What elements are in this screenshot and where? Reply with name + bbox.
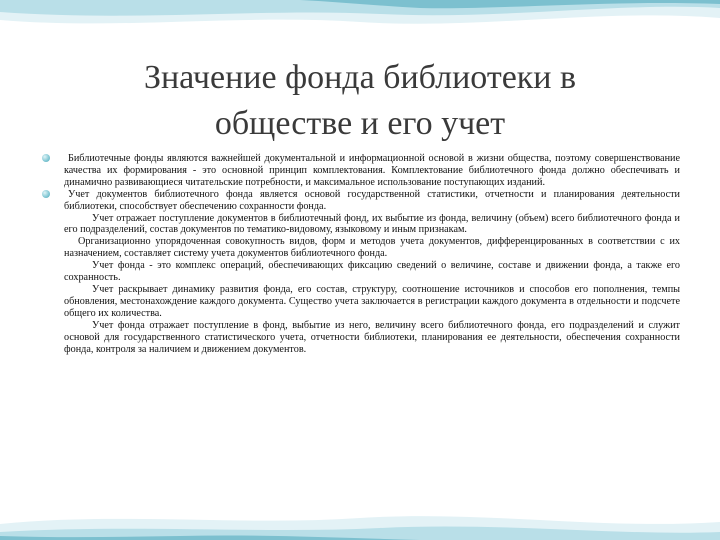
paragraph bbox=[64, 213, 680, 237]
slide-title-line-2: обществе и его учет bbox=[214, 105, 506, 142]
paragraph bbox=[64, 320, 680, 356]
bottom-wave-decoration bbox=[0, 500, 720, 540]
slide-body bbox=[40, 153, 680, 355]
paragraph-text: Учет раскрывает динамику развития фонда, его состав, структуру, соотношение источников и способов его пополнения, темпы обновления, местонахождение каждого документа. Существо учета заключается в регистрации каждого документа в отдельности и подсчете общего их количества. bbox=[64, 283, 680, 319]
top-wave-decoration bbox=[0, 0, 720, 60]
paragraph bbox=[64, 236, 680, 260]
bullet-item bbox=[64, 189, 680, 213]
paragraph-text: Организационно упорядоченная совокупность видов, форм и методов учета документов, дифференцированных в соответствии с их назначением, составляет систему учета документов библиотечного фонда. bbox=[64, 236, 680, 260]
paragraph-text: Учет отражает поступление документов в библиотечный фонд, их выбытие из фонда, величину (объем) всего библиотечного фонда и его подразделений, состав документов по тематико-видовому, языковому и иным признакам. bbox=[64, 212, 680, 236]
teal-circle-bullet-icon bbox=[42, 190, 50, 198]
teal-circle-bullet-icon bbox=[42, 154, 50, 162]
paragraph bbox=[64, 284, 680, 320]
paragraph-text: Учет документов библиотечного фонда является основой государственной статистики, отчетности и планирования деятельности библиотеки, способствует обеспечению сохранности фонда. bbox=[64, 188, 680, 212]
slide-title-line-1: Значение фонда библиотеки в bbox=[143, 59, 577, 96]
paragraph bbox=[64, 260, 680, 284]
slide-title bbox=[60, 55, 660, 147]
paragraph-text: Учет фонда - это комплекс операций, обеспечивающих фиксацию сведений о величине, составе и движении фонда, а также его сохранность. bbox=[64, 260, 680, 284]
bullet-item bbox=[64, 153, 680, 189]
paragraph-text: Библиотечные фонды являются важнейшей документальной и информационной основой в жизни общества, поэтому совершенствование качества их формирования - это основной принцип комплектования. Комплектование библиотечного фонда должно обеспечивать и динамично развивающиеся читательские потребности, и максимальное использование поступающих изданий. bbox=[64, 153, 680, 188]
paragraph-text: Учет фонда отражает поступление в фонд, выбытие из него, величину всего библиотечного фонда, его подразделений и служит основой для государственного статистического учета, отчетности библиотеки, планирования ее деятельности, обеспечения сохранности фонда, контроля за наличием и движением документов. bbox=[64, 319, 680, 355]
